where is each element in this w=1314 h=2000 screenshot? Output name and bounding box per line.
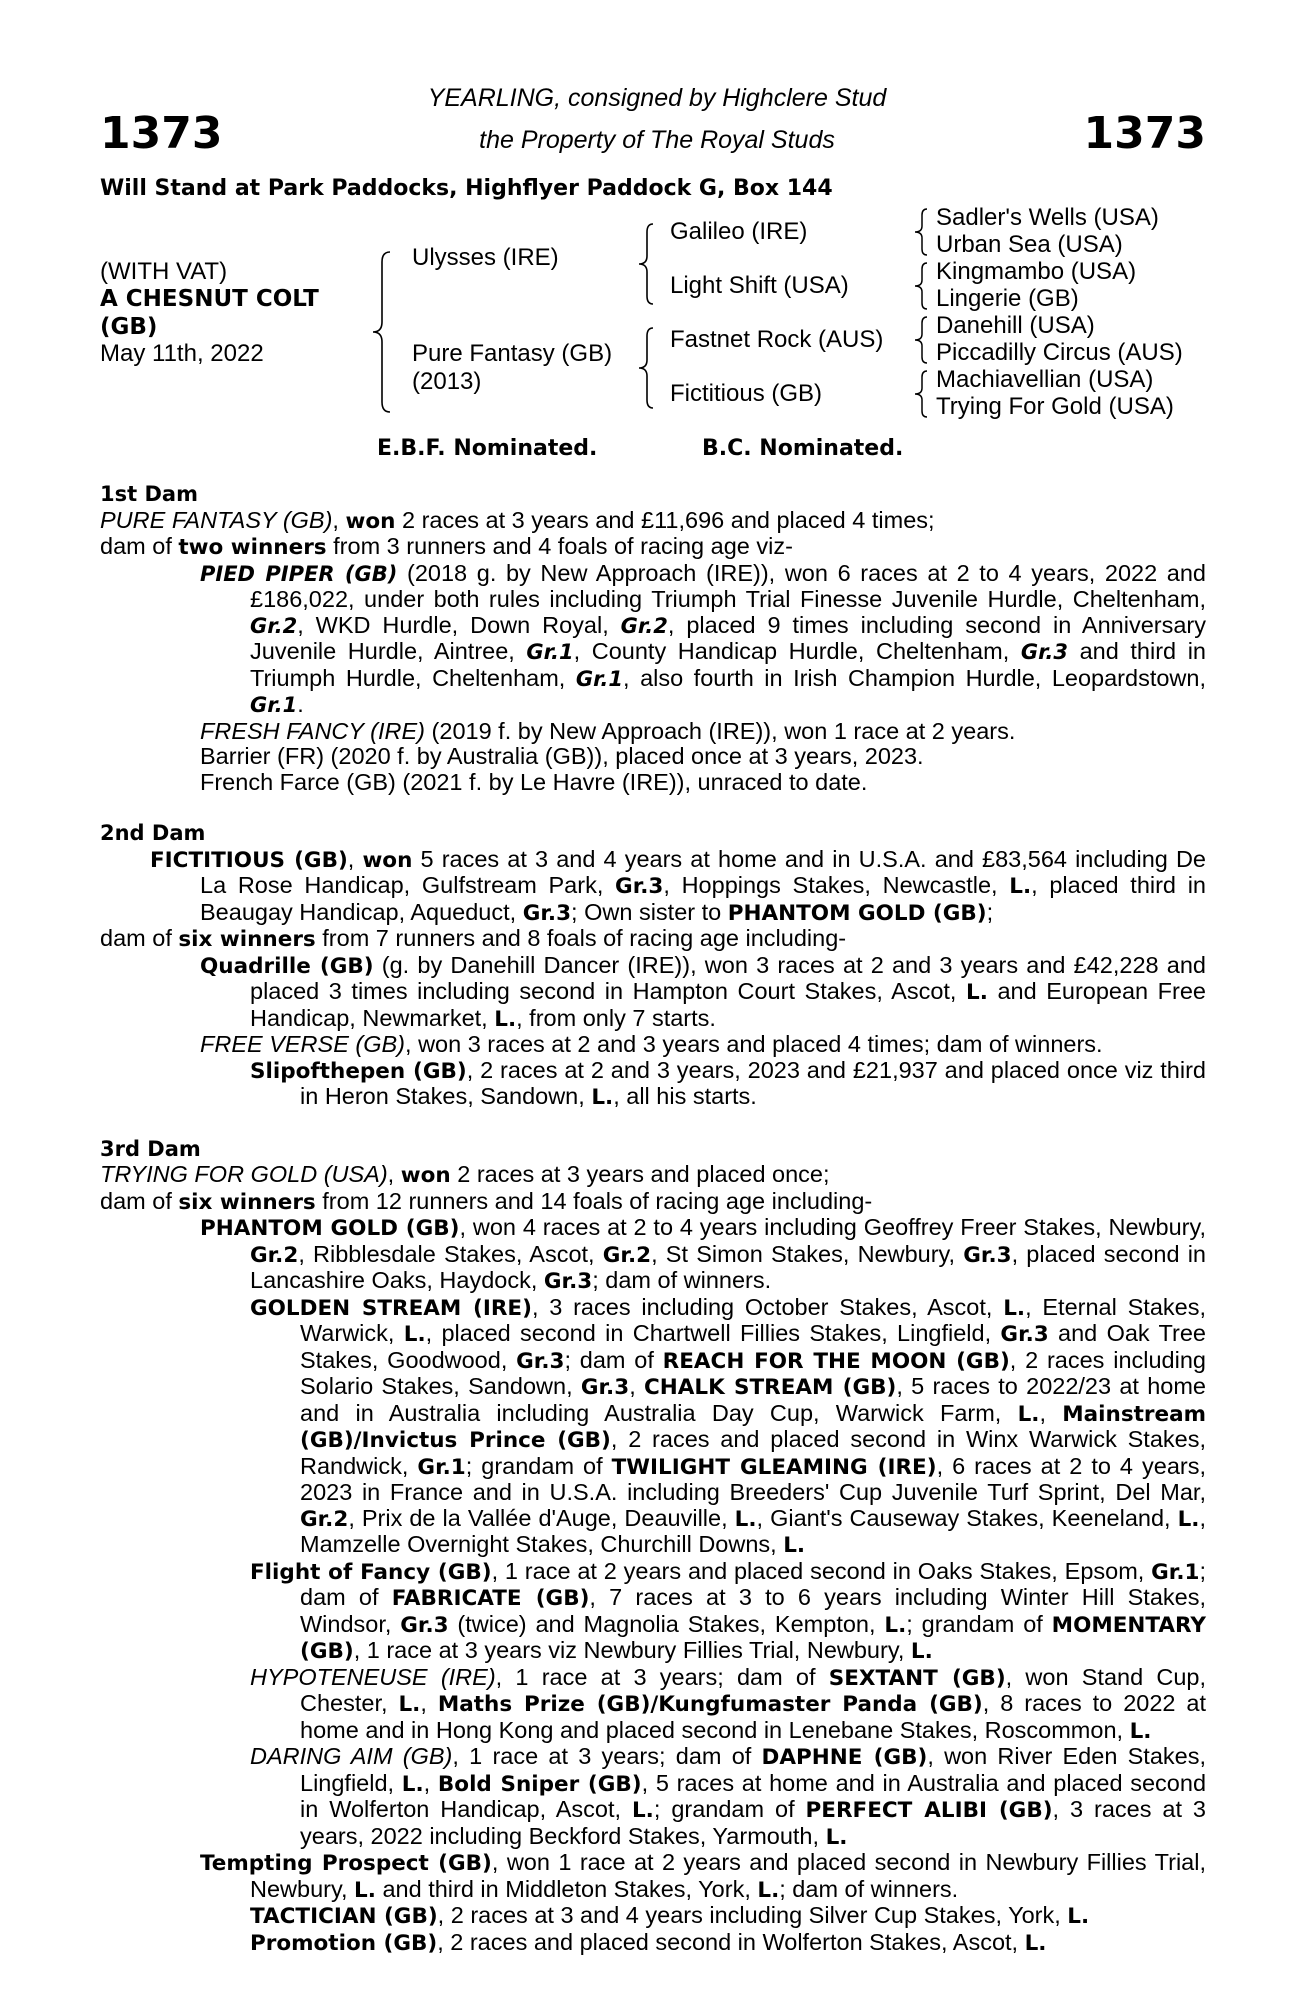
pedigree-paragraph: TACTICIAN (GB), 2 races at 3 and 4 years including Silver Cup Stakes, York, L. [250, 1902, 1090, 1929]
vat-note: (WITH VAT) [100, 258, 228, 285]
ebf-nomination: E.B.F. Nominated. [377, 436, 598, 461]
bc-nomination: B.C. Nominated. [702, 436, 904, 461]
sire-parents-brace [636, 222, 656, 306]
pedigree-dam-sire: Fastnet Rock (AUS) [670, 326, 884, 353]
pedigree-ggp-5: Danehill (USA) [936, 312, 1095, 339]
pedigree-paragraph: Tempting Prospect (GB), won 1 race at 2 years and placed second in Newbury Fillies Trial, Newbury, L. and third in Middleton Stakes, York, L.; dam of winners. [200, 1849, 1207, 1903]
pedigree-paragraph: PURE FANTASY (GB), won 2 races at 3 years and £11,696 and placed 4 times; [100, 506, 935, 534]
pedigree-paragraph: PIED PIPER (GB) (2018 g. by New Approach (IRE)), won 6 races at 2 to 4 years, 2022 and £186,022, under both rules including Triumph Trial Finesse Juvenile Hurdle, Cheltenham, Gr.2, WKD Hurdle, Down Royal, Gr.2, placed 9 times including second in Anniversary Juvenile Hurdle, Aintree, Gr.1, County Handicap Hurdle, Cheltenham, Gr.3 and third in Triumph Hurdle, Cheltenham, Gr.1, also fourth in Irish Champion Hurdle, Leopardstown, Gr.1. [200, 559, 1206, 717]
pedigree-paragraph: TRYING FOR GOLD (USA), won 2 races at 3 years and placed once; [100, 1161, 830, 1188]
catalogue-body [100, 482, 1206, 1956]
pedigree-dam-line-2: (2013) [412, 368, 482, 395]
pedigree-paragraph: Barrier (FR) (2020 f. by Australia (GB)), placed once at 3 years, 2023. [200, 743, 924, 769]
pedigree-paragraph: Slipofthepen (GB), 2 races at 2 and 3 years, 2023 and £21,937 and placed once viz third in Heron Stakes, Sandown, L., all his starts. [250, 1056, 1206, 1110]
pedigree-paragraph: Promotion (GB), 2 races and placed second in Wolferton Stakes, Ascot, L. [250, 1928, 1047, 1956]
pedigree-paragraph: French Farce (GB) (2021 f. by Le Havre (IRE)), unraced to date. [200, 768, 868, 795]
pedigree-paragraph: dam of two winners from 3 runners and 4 foals of racing age viz- [100, 533, 793, 560]
pedigree-paragraph: Quadrille (GB) (g. by Danehill Dancer (IRE)), won 3 races at 2 and 3 years and £42,228 and placed 3 times including second in Hampton Court Stakes, Ascot, L. and European Free Handicap, Newmarket, L., from only 7 starts. [200, 951, 1206, 1032]
sire-dam-brace [370, 250, 394, 414]
pedigree-ggp-2: Urban Sea (USA) [936, 231, 1123, 258]
horse-name-line-1: A CHESNUT COLT [100, 286, 319, 312]
pedigree-ggp-4: Lingerie (GB) [936, 285, 1079, 312]
pedigree-paragraph: FRESH FANCY (IRE) (2019 f. by New Approach (IRE)), won 1 race at 2 years. [200, 717, 1016, 744]
consignment-line-1: YEARLING, consigned by Highclere Stud [427, 84, 887, 112]
third-dam-heading: 3rd Dam [100, 1136, 201, 1161]
pedigree-paragraph: Flight of Fancy (GB), 1 race at 2 years and placed second in Oaks Stakes, Epsom, Gr.1; dam of FABRICATE (GB), 7 races at 3 to 6 years including Winter Hill Stakes, Windsor, Gr.3 (twice) and Magnolia Stakes, Kempton, L.; grandam of MOMENTARY (GB), 1 race at 3 years viz Newbury Fillies Trial, Newbury, L. [250, 1557, 1207, 1664]
first-dam-paragraphs [100, 508, 1206, 796]
pedigree-paragraph: DARING AIM (GB), 1 race at 3 years; dam of DAPHNE (GB), won River Eden Stakes, Lingfield, L., Bold Sniper (GB), 5 races at home and in Australia and placed second in Wolferton Handicap, Ascot, L.; grandam of PERFECT ALIBI (GB), 3 races at 3 years, 2022 including Beckford Stakes, Yarmouth, L. [250, 1743, 1207, 1850]
pedigree-paragraph: HYPOTENEUSE (IRE), 1 race at 3 years; dam of SEXTANT (GB), won Stand Cup, Chester, L., Maths Prize (GB)/Kungfumaster Panda (GB), 8 races to 2022 at home and in Hong Kong and placed second in Lenebane Stakes, Roscommon, L. [250, 1663, 1207, 1744]
pedigree-ggp-7: Machiavellian (USA) [936, 366, 1154, 393]
pedigree-paragraph: dam of six winners from 7 runners and 8 foals of racing age including- [100, 925, 847, 952]
horse-dob: May 11th, 2022 [100, 340, 264, 367]
pedigree-dam-dam: Fictitious (GB) [670, 380, 823, 407]
pedigree-ggp-3: Kingmambo (USA) [936, 258, 1137, 285]
ggp-brace-2 [912, 261, 930, 311]
pedigree-dam-line-1: Pure Fantasy (GB) [412, 340, 613, 367]
first-dam-heading: 1st Dam [100, 482, 198, 506]
dam-parents-brace [636, 326, 656, 410]
pedigree-ggp-1: Sadler's Wells (USA) [936, 204, 1159, 231]
first-dam-section [100, 482, 1206, 795]
pedigree-paragraph: GOLDEN STREAM (IRE), 3 races including October Stakes, Ascot, L., Eternal Stakes, Warwick, L., placed second in Chartwell Fillies Stakes, Lingfield, Gr.3 and Oak Tree Stakes, Goodwood, Gr.3; dam of REACH FOR THE MOON (GB), 2 races including Solario Stakes, Sandown, Gr.3, CHALK STREAM (GB), 5 races to 2022/23 at home and in Australia including Australia Day Cup, Warwick Farm, L., Mainstream (GB)/Invictus Prince (GB), 2 races and placed second in Winx Warwick Stakes, Randwick, Gr.1; grandam of TWILIGHT GLEAMING (IRE), 6 races at 2 to 4 years, 2023 in France and in U.S.A. including Breeders' Cup Juvenile Turf Sprint, Del Mar, Gr.2, Prix de la Vallée d'Auge, Deauville, L., Giant's Causeway Stakes, Keeneland, L., Mamzelle Overnight Stakes, Churchill Downs, L. [250, 1293, 1207, 1558]
pedigree-sire: Ulysses (IRE) [412, 244, 559, 271]
ggp-brace-3 [912, 315, 930, 365]
pedigree-paragraph: PHANTOM GOLD (GB), won 4 races at 2 to 4 years including Geoffrey Freer Stakes, Newbury, Gr.2, Ribblesdale Stakes, Ascot, Gr.2, St Simon Stakes, Newbury, Gr.3, placed second in Lancashire Oaks, Haydock, Gr.3; dam of winners. [200, 1214, 1206, 1294]
third-dam-paragraphs [100, 1162, 1206, 1956]
ggp-brace-1 [912, 207, 930, 257]
second-dam-section [100, 821, 1206, 1111]
pedigree-sire-sire: Galileo (IRE) [670, 218, 808, 245]
pedigree-paragraph: dam of six winners from 12 runners and 14 foals of racing age including- [100, 1187, 873, 1215]
pedigree-ggp-8: Trying For Gold (USA) [936, 393, 1174, 420]
pedigree-ggp-6: Piccadilly Circus (AUS) [936, 339, 1183, 366]
third-dam-section [100, 1137, 1206, 1957]
horse-name-line-2: (GB) [100, 314, 158, 340]
stand-location: Will Stand at Park Paddocks, Highflyer Paddock G, Box 144 [100, 176, 833, 201]
lot-number-left: 1373 [100, 108, 223, 159]
pedigree-paragraph: FICTITIOUS (GB), won 5 races at 3 and 4 years at home and in U.S.A. and £83,564 including De La Rose Handicap, Gulfstream Park, Gr.3, Hoppings Stakes, Newcastle, L., placed third in Beaugay Handicap, Aqueduct, Gr.3; Own sister to PHANTOM GOLD (GB); [150, 845, 1207, 926]
pedigree-paragraph: FREE VERSE (GB), won 3 races at 2 and 3 years and placed 4 times; dam of winners. [200, 1031, 1103, 1057]
lot-number-right: 1373 [1083, 108, 1206, 159]
ggp-brace-4 [912, 369, 930, 419]
pedigree-sire-dam: Light Shift (USA) [670, 272, 849, 299]
second-dam-heading: 2nd Dam [100, 821, 206, 845]
consignment-line-2: the Property of The Royal Studs [479, 126, 835, 154]
second-dam-paragraphs [100, 847, 1206, 1111]
